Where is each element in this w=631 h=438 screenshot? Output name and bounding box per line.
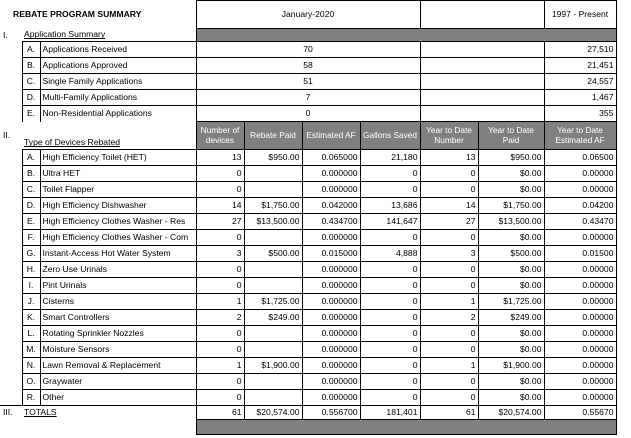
row-label: Instant-Access Hot Water System [40,246,196,262]
rebate-paid: $1,900.00 [244,358,302,374]
row-spacer [0,230,22,246]
total-devices: 61 [196,406,244,420]
devices-count: 14 [196,198,244,214]
row-letter: M. [22,342,40,358]
total-rebate-paid: $20,574.00 [244,406,302,420]
ytd-paid: $0.00 [478,342,544,358]
rebate-paid: $1,750.00 [244,198,302,214]
device-row [0,310,616,326]
row-letter: R. [22,390,40,406]
estimated-af: 0.015000 [302,246,360,262]
ytd-number: 0 [420,342,478,358]
devices-count: 0 [196,182,244,198]
row-spacer [0,294,22,310]
ytd-estimated-af: 0.00000 [544,326,616,342]
row-spacer [0,166,22,182]
gallons-saved: 4,888 [360,246,420,262]
ytd-estimated-af: 0.00000 [544,390,616,406]
devices-count: 0 [196,262,244,278]
section-label: Application Summary [24,29,106,40]
row-spacer [0,90,22,106]
ytd-paid: $0.00 [478,390,544,406]
row-letter: L. [22,326,40,342]
blank-cell [420,58,478,74]
gallons-saved: 0 [360,390,420,406]
row-label: Graywater [40,374,196,390]
ytd-estimated-af: 0.00000 [544,182,616,198]
gallons-saved: 0 [360,342,420,358]
ytd-number: 1 [420,294,478,310]
row-label: Applications Approved [40,58,196,74]
section-label: TOTALS [22,406,196,420]
application-row [0,90,616,106]
estimated-af: 0.000000 [302,374,360,390]
application-row [0,74,616,90]
current-count: 0 [196,106,420,122]
estimated-af: 0.000000 [302,358,360,374]
blank-cell [478,58,544,74]
row-label: Toilet Flapper [40,182,196,198]
device-row [0,374,616,390]
blank-cell [478,90,544,106]
row-label: Smart Controllers [40,310,196,326]
row-spacer [0,262,22,278]
row-label: Rotating Sprinkler Nozzles [40,326,196,342]
estimated-af: 0.000000 [302,278,360,294]
estimated-af: 0.000000 [302,390,360,406]
ytd-estimated-af: 0.00000 [544,374,616,390]
row-letter: B. [22,58,40,74]
ytd-number: 13 [420,150,478,166]
estimated-af: 0.000000 [302,294,360,310]
gallons-saved: 0 [360,278,420,294]
ytd-estimated-af: 0.06500 [544,150,616,166]
gallons-saved: 0 [360,326,420,342]
cumulative-count: 355 [544,106,616,122]
gallons-saved: 0 [360,294,420,310]
devices-count: 27 [196,214,244,230]
device-row [0,198,616,214]
ytd-number: 2 [420,310,478,326]
device-row [0,358,616,374]
current-count: 51 [196,74,420,90]
row-spacer [0,310,22,326]
cumulative-count: 21,451 [544,58,616,74]
blank-cell [478,42,544,58]
device-row [0,262,616,278]
gallons-saved: 13,686 [360,198,420,214]
gallons-saved: 0 [360,166,420,182]
device-row [0,150,616,166]
rebate-paid: $500.00 [244,246,302,262]
rebate-paid: $249.00 [244,310,302,326]
row-letter: O. [22,374,40,390]
gallons-saved: 0 [360,310,420,326]
row-spacer [0,326,22,342]
row-letter: N. [22,358,40,374]
row-label: Multi-Family Applications [40,90,196,106]
ytd-paid: $0.00 [478,166,544,182]
column-header: Year to Date Number [420,122,478,150]
estimated-af: 0.434700 [302,214,360,230]
ytd-paid: $249.00 [478,310,544,326]
ytd-number: 0 [420,326,478,342]
device-row [0,390,616,406]
row-letter: E. [22,214,40,230]
ytd-paid: $0.00 [478,326,544,342]
gallons-saved: 0 [360,358,420,374]
ytd-paid: $500.00 [478,246,544,262]
row-label: Ultra HET [40,166,196,182]
section-label: Type of Devices Rebated [24,137,121,148]
ytd-number: 3 [420,246,478,262]
application-row [0,58,616,74]
ytd-estimated-af: 0.04200 [544,198,616,214]
row-letter: H. [22,262,40,278]
row-letter: I. [22,278,40,294]
row-letter: G. [22,246,40,262]
header-spacer [420,1,478,29]
devices-count: 13 [196,150,244,166]
row-label: Zero Use Urinals [40,262,196,278]
gallons-saved: 0 [360,230,420,246]
rebate-paid [244,326,302,342]
current-count: 70 [196,42,420,58]
ytd-number: 1 [420,358,478,374]
row-label: Single Family Applications [40,74,196,90]
row-letter: D. [22,90,40,106]
rebate-paid: $1,725.00 [244,294,302,310]
devices-count: 0 [196,374,244,390]
current-count: 58 [196,58,420,74]
ytd-number: 0 [420,230,478,246]
device-row [0,182,616,198]
blank-cell [478,106,544,122]
section-header [0,29,616,42]
estimated-af: 0.000000 [302,342,360,358]
ytd-estimated-af: 0.43470 [544,214,616,230]
row-letter: F. [22,230,40,246]
ytd-estimated-af: 0.00000 [544,294,616,310]
ytd-estimated-af: 0.00000 [544,166,616,182]
ytd-number: 27 [420,214,478,230]
cumulative-count: 1,467 [544,90,616,106]
application-row [0,42,616,58]
ytd-paid: $13,500.00 [478,214,544,230]
totals-row [0,406,616,420]
section-header [0,122,616,150]
ytd-estimated-af: 0.00000 [544,310,616,326]
row-letter: E. [22,106,40,122]
devices-count: 0 [196,166,244,182]
devices-count: 0 [196,230,244,246]
section-numeral: III. [0,406,22,420]
blank-cell [420,106,478,122]
row-letter: B. [22,166,40,182]
device-row [0,278,616,294]
row-label: High Efficiency Clothes Washer - Res [40,214,196,230]
row-label: High Efficiency Clothes Washer - Com [40,230,196,246]
total-ytd-paid: $20,574.00 [478,406,544,420]
rebate-paid [244,374,302,390]
total-estimated-af: 0.556700 [302,406,360,420]
devices-count: 0 [196,390,244,406]
row-label: Lawn Removal & Replacement [40,358,196,374]
devices-count: 2 [196,310,244,326]
estimated-af: 0.065000 [302,150,360,166]
gallons-saved: 21,180 [360,150,420,166]
blank-cell [420,42,478,58]
device-row [0,326,616,342]
device-row [0,214,616,230]
application-row [0,106,616,122]
footer-band-row [0,420,616,435]
ytd-estimated-af: 0.00000 [544,262,616,278]
ytd-paid: $0.00 [478,182,544,198]
current-count: 7 [196,90,420,106]
blank-cell [420,74,478,90]
rebate-paid: $950.00 [244,150,302,166]
column-header: Year to Date Estimated AF [544,122,616,150]
devices-count: 1 [196,294,244,310]
rebate-paid [244,230,302,246]
device-row [0,246,616,262]
rebate-paid [244,182,302,198]
row-label: High Efficiency Toilet (HET) [40,150,196,166]
estimated-af: 0.000000 [302,262,360,278]
device-row [0,230,616,246]
gallons-saved: 141,647 [360,214,420,230]
row-label: Non-Residential Applications [40,106,196,122]
ytd-paid: $1,900.00 [478,358,544,374]
row-letter: A. [22,42,40,58]
row-spacer [0,214,22,230]
row-spacer [0,58,22,74]
device-row [0,342,616,358]
device-row [0,166,616,182]
ytd-number: 0 [420,390,478,406]
column-header: Rebate Paid [244,122,302,150]
device-row [0,294,616,310]
devices-count: 0 [196,278,244,294]
rebate-paid: $13,500.00 [244,214,302,230]
row-label: High Efficiency Dishwasher [40,198,196,214]
ytd-paid: $0.00 [478,230,544,246]
row-label: Pint Urinals [40,278,196,294]
estimated-af: 0.000000 [302,230,360,246]
row-label: Applications Received [40,42,196,58]
current-period-header: January-2020 [196,1,420,29]
ytd-number: 0 [420,182,478,198]
blank-cell [420,90,478,106]
ytd-paid: $0.00 [478,262,544,278]
gallons-saved: 0 [360,262,420,278]
row-spacer [0,42,22,58]
row-label: Moisture Sensors [40,342,196,358]
ytd-number: 0 [420,374,478,390]
row-spacer [0,278,22,294]
ytd-paid: $1,750.00 [478,198,544,214]
gallons-saved: 0 [360,182,420,198]
row-spacer [0,150,22,166]
row-spacer [0,246,22,262]
ytd-paid: $0.00 [478,278,544,294]
devices-count: 0 [196,342,244,358]
devices-count: 3 [196,246,244,262]
row-letter: D. [22,198,40,214]
ytd-number: 14 [420,198,478,214]
total-ytd-number: 61 [420,406,478,420]
ytd-estimated-af: 0.01500 [544,246,616,262]
ytd-number: 0 [420,278,478,294]
row-label: Cisterns [40,294,196,310]
gallons-saved: 0 [360,374,420,390]
estimated-af: 0.000000 [302,310,360,326]
column-header: Gallons Saved [360,122,420,150]
row-spacer [0,182,22,198]
row-letter: C. [22,182,40,198]
rebate-paid [244,166,302,182]
ytd-estimated-af: 0.00000 [544,358,616,374]
row-spacer [0,374,22,390]
cumulative-period-header: 1997 - Present [544,1,616,29]
ytd-number: 0 [420,166,478,182]
cumulative-count: 24,557 [544,74,616,90]
ytd-estimated-af: 0.00000 [544,278,616,294]
row-letter: J. [22,294,40,310]
rebate-paid [244,278,302,294]
row-letter: K. [22,310,40,326]
row-spacer [0,342,22,358]
ytd-estimated-af: 0.00000 [544,230,616,246]
column-header: Number of devices [196,122,244,150]
ytd-estimated-af: 0.00000 [544,342,616,358]
estimated-af: 0.042000 [302,198,360,214]
estimated-af: 0.000000 [302,326,360,342]
section-band [196,29,616,42]
row-spacer [0,358,22,374]
devices-count: 0 [196,326,244,342]
ytd-number: 0 [420,262,478,278]
footer-band [196,420,616,435]
rebate-paid [244,390,302,406]
ytd-paid: $950.00 [478,150,544,166]
estimated-af: 0.000000 [302,166,360,182]
row-label: Other [40,390,196,406]
cumulative-count: 27,510 [544,42,616,58]
row-letter: A. [22,150,40,166]
rebate-paid [244,262,302,278]
rebate-paid [244,342,302,358]
total-gallons-saved: 181,401 [360,406,420,420]
section-numeral: I. [3,29,8,40]
ytd-paid: $1,725.00 [478,294,544,310]
total-ytd-estimated-af: 0.55670 [544,406,616,420]
ytd-paid: $0.00 [478,374,544,390]
devices-count: 1 [196,358,244,374]
section-numeral: II. [3,130,11,141]
row-spacer [0,74,22,90]
estimated-af: 0.000000 [302,182,360,198]
row-spacer [0,390,22,406]
row-letter: C. [22,74,40,90]
row-spacer [0,198,22,214]
column-header: Estimated AF [302,122,360,150]
column-header: Year to Date Paid [478,122,544,150]
title-row [0,1,616,29]
row-spacer [0,106,22,122]
report-title: REBATE PROGRAM SUMMARY [13,9,142,20]
blank-cell [478,74,544,90]
